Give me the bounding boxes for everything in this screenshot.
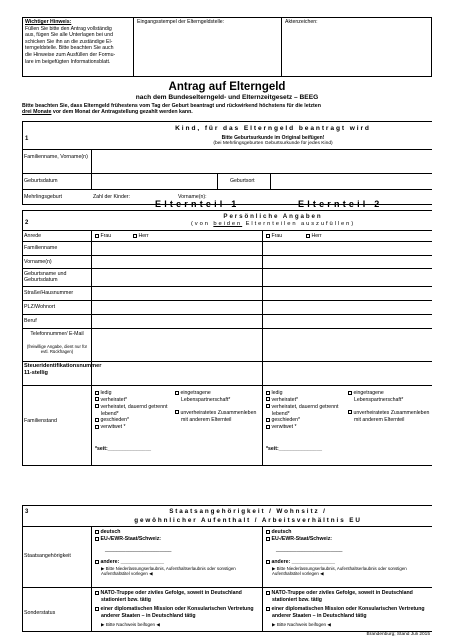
p2-nationality xyxy=(266,529,431,577)
p1-special-status xyxy=(95,590,260,628)
section-number: 1 xyxy=(25,136,29,142)
section-3-header xyxy=(23,506,432,527)
stamp-box[interactable] xyxy=(134,17,282,77)
child-birth-row[interactable] xyxy=(23,174,432,190)
street-row[interactable] xyxy=(23,287,432,301)
section-1-child xyxy=(22,121,432,205)
status-option[interactable] xyxy=(266,390,346,397)
parent-2-heading: Elternteil 2 xyxy=(298,199,383,209)
eu-text: EU-/EWR-Staat/Schweiz: xyxy=(100,536,162,543)
checkbox-icon[interactable] xyxy=(266,418,270,422)
checkbox-icon[interactable] xyxy=(95,591,99,595)
special-status-row xyxy=(23,588,432,632)
german-option[interactable] xyxy=(95,529,260,536)
status-text: ledig xyxy=(100,390,112,396)
form-note-rest: vor dem Monat der Antragstellung gezahlt werden kann. xyxy=(51,109,193,116)
status-option[interactable] xyxy=(266,397,346,404)
frau-label: Frau xyxy=(271,233,283,239)
proof-note-text: Bitte Nachweis beifügen xyxy=(276,621,327,627)
herr-label: Herr xyxy=(138,233,149,239)
checkbox-icon[interactable] xyxy=(95,418,99,422)
status-text: eingetragene Lebenspartnerschaft* xyxy=(180,390,231,403)
diplomatic-text: einer diplomatischen Mission oder Konsularischen Vertretung anderer Staaten – in Deutschland tätig xyxy=(271,606,425,619)
status-option[interactable] xyxy=(95,404,175,418)
section-1-title: Kind, für das Elterngeld beantragt wird xyxy=(175,125,371,132)
hint-box xyxy=(22,17,134,77)
checkbox-icon[interactable] xyxy=(95,425,99,429)
status-text: ledig xyxy=(271,390,283,396)
zip-city-label: PLZ/Wohnort xyxy=(24,304,56,310)
other-option[interactable] xyxy=(266,559,431,566)
checkbox-icon[interactable] xyxy=(95,537,99,541)
family-name-row[interactable] xyxy=(23,242,432,256)
child-birthplace-label: Geburtsort xyxy=(230,178,255,184)
salutation-row xyxy=(23,231,432,242)
p2-status-left xyxy=(266,390,346,431)
checkbox-icon[interactable] xyxy=(348,391,352,395)
checkbox-icon[interactable] xyxy=(95,607,99,611)
section-2-personal xyxy=(22,210,432,466)
checkbox-icon[interactable] xyxy=(266,404,270,408)
section-3-title: Staatsangehörigkeit / Wohnsitz / xyxy=(169,508,327,515)
status-option[interactable] xyxy=(95,417,175,424)
phone-row[interactable] xyxy=(23,329,432,362)
frau-label: Frau xyxy=(100,233,112,239)
p1-herr-option[interactable] xyxy=(133,233,149,239)
form-note-underlined: drei Monate xyxy=(22,109,52,116)
other-text: andere: _______________ xyxy=(271,559,335,566)
status-option[interactable] xyxy=(348,390,432,404)
status-text: geschieden* xyxy=(100,417,130,424)
section-number: 3 xyxy=(25,509,29,515)
proof-note-text: Bitte Nachweis beifügen xyxy=(105,621,156,627)
checkbox-icon[interactable] xyxy=(306,234,310,238)
hint-line: die Hinweise zum Ausfüllen der Formu- xyxy=(25,51,116,58)
checkbox-icon[interactable] xyxy=(266,391,270,395)
birth-name-row[interactable] xyxy=(23,269,432,287)
checkbox-icon[interactable] xyxy=(266,537,270,541)
permit-note xyxy=(266,566,431,577)
status-text: unverheiratetes Zusammenleben mit anderem Elternteil xyxy=(180,409,257,423)
checkbox-icon[interactable] xyxy=(266,560,270,564)
arrow-right-icon: ▶ xyxy=(272,566,276,572)
german-option[interactable] xyxy=(266,529,431,536)
section-1-note-sub: (bei Mehrlingsgeburten Geburtsurkunde für jedes Kind) xyxy=(213,141,333,146)
first-name-label: Vorname(n) xyxy=(24,259,52,265)
checkbox-icon[interactable] xyxy=(348,410,352,414)
p1-nationality xyxy=(95,529,260,577)
arrow-right-icon: ▶ xyxy=(101,566,105,572)
other-text: andere: _______________ xyxy=(100,559,164,566)
p2-since-field[interactable]: *seit:_______________ xyxy=(266,446,322,452)
hint-line: terngeldstelle. Bitte beachten Sie auch xyxy=(25,45,114,52)
nationality-row xyxy=(23,527,432,588)
status-option[interactable] xyxy=(95,424,175,431)
p1-since-field[interactable]: *seit:_______________ xyxy=(95,446,151,452)
tax-id-row[interactable] xyxy=(23,362,432,386)
permit-note xyxy=(95,566,260,577)
p1-frau-option[interactable] xyxy=(95,233,111,239)
hint-line: aus, fügen Sie alle Unterlagen bei und xyxy=(25,32,113,39)
eu-country-field[interactable]: _______________________ xyxy=(276,547,343,554)
section-2-header xyxy=(23,211,432,231)
section-number: 2 xyxy=(25,220,29,226)
eu-option[interactable] xyxy=(266,536,431,543)
diplomatic-option[interactable] xyxy=(95,606,260,619)
status-text: unverheiratetes Zusammenleben mit anderem Elternteil xyxy=(353,409,430,423)
nato-text: NATO-Truppe oder ziviles Gefolge, soweit in Deutschland stationiert bzw. tätig xyxy=(100,590,242,603)
hint-line: lare im beigefügten Informationsblatt. xyxy=(25,58,111,65)
permit-note-text: Bitte Niederlassungserlaubnis, Aufenthaltserlaubnis oder sonstigen Aufenthaltstitel vorlegen xyxy=(272,566,407,577)
nato-option[interactable] xyxy=(266,590,431,603)
checkbox-icon[interactable] xyxy=(266,591,270,595)
eu-text: EU-/EWR-Staat/Schweiz: xyxy=(271,536,333,543)
family-status-label: Familienstand xyxy=(24,418,57,424)
salutation-label: Anrede xyxy=(24,233,42,239)
checkbox-icon[interactable] xyxy=(266,234,270,238)
german-text: deutsch xyxy=(271,529,292,535)
status-option[interactable] xyxy=(348,410,432,424)
birth-name-label: Geburtsname und Geburtsdatum xyxy=(24,271,67,284)
status-option[interactable] xyxy=(175,410,259,424)
hint-title: Wichtiger Hinweis: xyxy=(25,19,72,25)
section-2-subtitle xyxy=(113,221,433,228)
multiple-birth-label: Mehrlingsgeburt xyxy=(24,194,62,200)
p2-special-status xyxy=(266,590,431,628)
status-option[interactable] xyxy=(266,417,346,424)
arrow-left-icon: ◀ xyxy=(156,621,160,627)
nationality-label: Staatsangehörigkeit xyxy=(24,553,71,559)
arrow-right-icon: ▶ xyxy=(272,621,276,627)
section-3-subtitle: gewöhnlicher Aufenthalt / Arbeitsverhältnis EU xyxy=(134,517,362,524)
arrow-left-icon: ◀ xyxy=(327,621,331,627)
arrow-left-icon: ◀ xyxy=(149,571,153,577)
nato-text: NATO-Truppe oder ziviles Gefolge, soweit in Deutschland stationiert bzw. tätig xyxy=(271,590,413,603)
form-subtitle: nach dem Bundeselterngeld- und Elternzeitgesetz – BEEG xyxy=(135,94,319,101)
occupation-label: Beruf xyxy=(24,318,37,324)
proof-note xyxy=(266,622,431,628)
status-text: verheiratet* xyxy=(271,396,299,403)
checkbox-icon[interactable] xyxy=(95,530,99,534)
arrow-left-icon: ◀ xyxy=(320,571,324,577)
checkbox-icon[interactable] xyxy=(95,397,99,401)
section-1-note: Bitte Geburtsurkunde im Original beifügen! xyxy=(221,135,325,141)
child-birthdate-label: Geburtsdatum xyxy=(24,178,58,184)
street-label: Straße/Hausnummer xyxy=(24,290,74,296)
child-name-label: Familienname, Vorname(n) xyxy=(24,154,88,160)
section-2-title: Persönliche Angaben xyxy=(223,213,323,220)
permit-note-text: Bitte Niederlassungserlaubnis, Aufenthaltserlaubnis oder sonstigen Aufenthaltstitel vorlegen xyxy=(101,566,236,577)
hint-line: schicken Sie ihn an die zuständige El- xyxy=(25,38,113,45)
phone-label: Telefonnummer/ E-Mail xyxy=(30,331,84,337)
status-text: geschieden* xyxy=(271,417,301,424)
family-name-label: Familienname xyxy=(24,245,58,251)
children-count-label: Zahl der Kinder: xyxy=(93,194,130,200)
special-status-label: Sonderstatus xyxy=(24,610,56,616)
checkbox-icon[interactable] xyxy=(175,410,179,414)
checkbox-icon[interactable] xyxy=(95,560,99,564)
subtitle-post: Elternteilen auszufüllen) xyxy=(242,221,356,227)
diplomatic-option[interactable] xyxy=(266,606,431,619)
p1-status-left xyxy=(95,390,175,431)
form-note-line1: Bitte beachten Sie, dass Elterngeld frühestens vom Tag der Geburt beantragt und rückwirkend höchstens für die letzten xyxy=(22,103,321,109)
eu-option[interactable] xyxy=(95,536,260,543)
status-option[interactable] xyxy=(175,390,259,404)
other-option[interactable] xyxy=(95,559,260,566)
status-text: verheiratet, dauernd getrennt lebend* xyxy=(100,403,168,417)
checkbox-icon[interactable] xyxy=(95,391,99,395)
status-text: verheiratet, dauernd getrennt lebend* xyxy=(271,403,339,417)
nato-option[interactable] xyxy=(95,590,260,603)
checkbox-icon[interactable] xyxy=(266,530,270,534)
status-option[interactable] xyxy=(266,404,346,418)
checkbox-icon[interactable] xyxy=(266,607,270,611)
p1-status-right xyxy=(175,390,259,423)
stamp-label: Eingangsstempel der Elterngeldstelle: xyxy=(137,19,225,25)
first-name-row[interactable] xyxy=(23,256,432,269)
child-name-row[interactable] xyxy=(23,150,432,174)
status-option[interactable] xyxy=(266,424,346,431)
tax-id-label: Steueridentifikationsnummer 11-stellig xyxy=(24,363,102,376)
occupation-row[interactable] xyxy=(23,315,432,329)
status-text: verheiratet* xyxy=(100,396,128,403)
checkbox-icon[interactable] xyxy=(266,397,270,401)
reference-label: Aktenzeichen: xyxy=(285,19,318,25)
diplomatic-text: einer diplomatischen Mission oder Konsularischen Vertretung anderer Staaten – in Deutschland tätig xyxy=(100,606,254,619)
section-3-nationality xyxy=(22,505,432,632)
eu-country-field[interactable]: _______________________ xyxy=(105,547,172,554)
p2-status-right xyxy=(348,390,432,423)
german-text: deutsch xyxy=(100,529,121,535)
phone-note: (freiwillige Angabe, dient nur für evtl. Rückfragen) xyxy=(26,344,88,355)
form-title: Antrag auf Elterngeld xyxy=(168,81,286,93)
form-note xyxy=(22,103,437,116)
checkbox-icon[interactable] xyxy=(95,404,99,408)
zip-city-row[interactable] xyxy=(23,301,432,315)
status-text: verwitwet * xyxy=(271,424,297,431)
family-status-row xyxy=(23,386,432,466)
section-1-header xyxy=(23,122,432,150)
form-note-line2 xyxy=(22,109,437,115)
status-text: eingetragene Lebenspartnerschaft* xyxy=(353,390,404,403)
proof-note xyxy=(95,622,260,628)
parent-1-heading: Elternteil 1 xyxy=(155,199,240,209)
status-option[interactable] xyxy=(95,390,175,397)
subtitle-underlined: beiden xyxy=(213,221,243,227)
child-firstnames-label: Vorname(n): xyxy=(178,194,207,200)
checkbox-icon[interactable] xyxy=(175,391,179,395)
reference-box[interactable] xyxy=(282,17,432,77)
herr-label: Herr xyxy=(311,233,322,239)
arrow-right-icon: ▶ xyxy=(101,621,105,627)
checkbox-icon[interactable] xyxy=(266,425,270,429)
hint-line: Füllen Sie bitte den Antrag vollständig xyxy=(25,25,112,32)
checkbox-icon[interactable] xyxy=(133,234,137,238)
checkbox-icon[interactable] xyxy=(95,234,99,238)
p2-frau-option[interactable] xyxy=(266,233,282,239)
status-option[interactable] xyxy=(95,397,175,404)
status-text: verwitwet * xyxy=(100,424,126,431)
footer-version: Brandenburg; Stand Juli 2015 xyxy=(366,632,430,637)
p2-herr-option[interactable] xyxy=(306,233,322,239)
subtitle-pre: (von xyxy=(190,221,214,227)
